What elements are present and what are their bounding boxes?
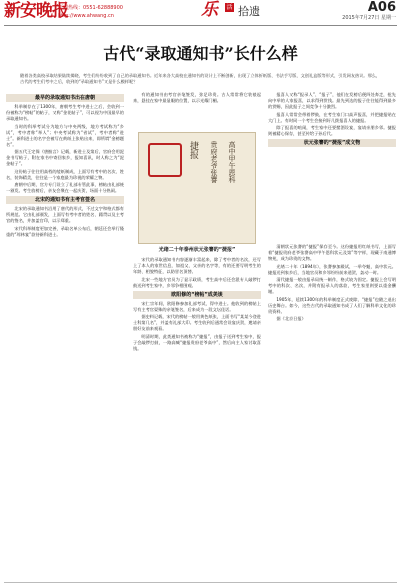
paragraph: 报喜人常常会带着锣鼓，在考生家门口高声报喜，并把捷报贴在大门上。有时同一个考生会接到好几拨报喜人的捷报。 — [268, 111, 396, 123]
section-name: 拾遗 — [238, 5, 260, 18]
paragraph: 当时的科举考试分为地方与中央两级，地方考试称为“乡试”，考中者称“举人”；中央考试称为“省试”，考中者称“进士”。新科进士的名字会被写在黄纸上张贴出来，即所谓“金榜题名”。 — [6, 123, 124, 147]
paragraph: 有的通知书由考官亲笔签发，弥足珍贵。古人常常将它装裱起来，悬挂在家中最显眼的位置，以示光耀门楣。 — [133, 92, 261, 103]
column-3-bottom — [268, 244, 396, 324]
masthead — [0, 0, 401, 26]
paragraph: 清代捷报一般由报录局统一制作，格式较为固定。捷报上会写明考中的科次、名次，并附有报录人的落款，考生家里则要以重金酬谢。 — [268, 277, 396, 294]
paragraph: 北宋的录取通知书沿用了唐代的形式，不过文字和格式都有所规范。它由礼部颁发，上面写有考中者的姓名、籍贯以及主考官的签名，并加盖官印，以示郑重。 — [6, 206, 124, 223]
issue-date: 2015年7月27日 星期一 — [342, 15, 396, 21]
paragraph: 光绪二十年（1894年），张謇参加殿试，一举夺魁，高中状元。捷报送到家乡后，当地官员和乡邻纷纷前来道贺，轰动一时。 — [268, 263, 396, 275]
article-lede: 随着各类高校录取结果陆续揭晓，考生们纷纷收到了自己的录取通知书。近年来各大高校在通知书的设计上不断创新，出现了立体折纸版、书法手写版、文创礼盒版等形式，引发网友热议。那么，古代的考生们考中之后，收到的“录取通知书”又是什么模样呢？ — [20, 73, 381, 85]
column-1 — [6, 92, 124, 239]
paragraph: 1905年，延续1300年的科举制度正式废除，“捷报”也随之退出历史舞台。如今，这些古代的录取通知书成了人们了解科举文化的珍贵资料。 — [268, 296, 396, 314]
paragraph: 宋代的录取通知书内容逐渐丰富起来，除了考中者的名次，还写上了本人的家世信息，如祖父、父亲的名字等，有的还要写明考生的年龄、相貌特征，以防冒名顶替。 — [133, 257, 261, 274]
paragraph: 唐朝中后期，官方专门设立了礼部专管此事，榜帖由礼部统一颁发。考生放榜后，亲友会聚在一起庆贺，场面十分热闹。 — [6, 182, 124, 193]
paragraph: 科举制存在了1300年，唐朝考生考中进士之后，会收到一份被称为“榜帖”的帖子，又称“金花帖子”，可以视为中国最早的录取通知书。 — [6, 104, 124, 121]
website-url[interactable]: http://www.ahwang.cn — [58, 13, 114, 19]
header-divider — [4, 25, 397, 26]
paragraph: 宋仁宗年间，欧阳修参加礼部考试，得中进士。他收到的榜帖上写有主考官晏殊的亲笔签名，后来成为一段文坛佳话。 — [133, 300, 261, 312]
section-brand-mark: 乐 — [201, 0, 218, 20]
paragraph: 北宋一些地方官员为了显示政绩，考生高中后还会派专人敲锣打鼓送到考生家中，乡邻争相围观。 — [133, 276, 261, 288]
photo-text-2: 高中甲午恩科 — [228, 141, 236, 183]
article-photo — [138, 132, 256, 244]
paragraph: 除了报喜的喧闹，考生家中还要摆酒设宴，宴请亲朋乡邻。捷报则被精心保存，甚至传给子孙后代。 — [268, 125, 396, 136]
column-2-bottom — [133, 257, 261, 353]
column-3-top — [268, 92, 396, 149]
paragraph: 据五代王定保《唐摭言》记载，新进士及第后，官府会用泥金书写帖子，附在家书中寄回家乡，报知喜讯，时人称之为“泥金帖子”。 — [6, 149, 124, 166]
paragraph: 清朝状元张謇的“捷报”保存至今。这份捷报用红纸书写，上面写着“捷报贵府老爷张謇高中甲午恩科状元及第”等字样，现藏于南通博物苑，成为珍贵的文物。 — [268, 244, 396, 261]
footer-divider — [4, 582, 397, 583]
photo-heading: 捷报 — [188, 141, 198, 159]
section-brand-seal: 活 — [226, 4, 233, 11]
news-hotline: 新闻热线：0551-62888900 — [58, 5, 123, 11]
red-seal-stamp — [148, 143, 182, 177]
subheading: 最早的录取通知书出在唐朝 — [6, 94, 124, 102]
photo-text-1: 贵府老爷张謇 — [210, 141, 218, 183]
paragraph: 宋代科举制度更加完善，录取名单公布后，朝廷还会举行隆重的“琼林宴”款待新科进士。 — [6, 225, 124, 237]
paragraph: 明清时期，此类通知书被称为“捷报”，由报子送到考生家中，报子会敲锣打鼓，一路高喊“捷报贵府老爷高中”，然后向主人家讨取喜钱。 — [133, 333, 261, 351]
paragraph: 报喜人又称“报录人”、“报子”，他们在发榜后便四处奔走，抢先向中举的人家报喜，以求得到赏钱。最先到达的报子往往能得到最多的赏赐，因此报子之间竞争十分激烈。 — [268, 92, 396, 109]
subheading: 欧阳修的“榜帖”成美谈 — [133, 291, 261, 299]
paragraph: 这份帖子往往用高档的绫纸制成，上面写有考中的名次、姓名，装饰精美，往往是一个家庭最为珍视的荣耀之物。 — [6, 168, 124, 180]
article-headline: 古代“录取通知书”长什么样 — [103, 44, 298, 63]
subheading: 北宋的通知书有主考官签名 — [6, 196, 124, 204]
paragraph: 据《北京日报》 — [276, 316, 306, 321]
photo-caption: 光绪二十年泰州状元张謇的“捷报” — [158, 247, 236, 253]
page-number: A06 — [367, 0, 396, 15]
paper-logo: 新安晚报 — [4, 1, 68, 21]
subheading: 状元张謇的“捷报”成文物 — [268, 139, 396, 147]
column-2-top — [133, 92, 261, 106]
paragraph: 据史料记载，宋代的榜帖一般用黄色纸张，上面书写“某某今登进士科第几名”，并盖有礼部大印。考生收到后通常会设宴庆贺，邀请亲朋好友前来观看。 — [133, 314, 261, 331]
